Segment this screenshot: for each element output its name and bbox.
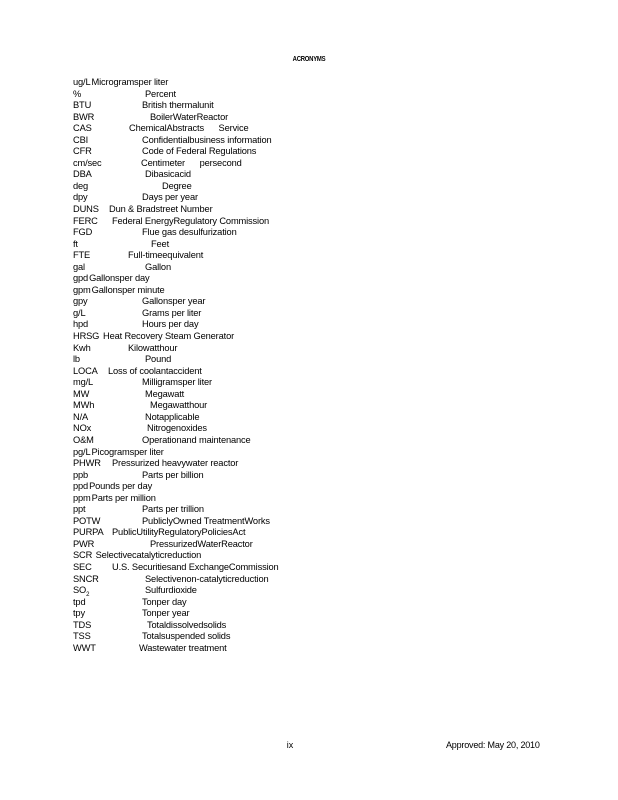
acronym-abbr: pg/L bbox=[73, 446, 91, 457]
acronym-row bbox=[73, 458, 493, 470]
acronym-abbr: ppb bbox=[73, 469, 89, 480]
acronym-abbr: mg/L bbox=[73, 377, 94, 388]
acronym-abbr: ppm bbox=[73, 492, 91, 503]
acronym-row bbox=[73, 435, 493, 447]
acronym-definition: Confidentialbusiness information bbox=[142, 134, 272, 145]
acronym-abbr bbox=[73, 585, 89, 597]
acronym-definition: Notapplicable bbox=[145, 411, 200, 422]
acronym-abbr: CAS bbox=[73, 123, 92, 134]
acronym-row bbox=[73, 550, 493, 562]
acronym-row bbox=[73, 643, 493, 655]
acronym-abbr: LOCA bbox=[73, 365, 98, 376]
acronym-definition: Totaldissolvedsolids bbox=[147, 619, 227, 630]
acronym-row bbox=[73, 273, 493, 285]
acronym-row bbox=[73, 158, 493, 170]
acronym-definition: Nitrogenoxides bbox=[147, 423, 207, 434]
acronym-definition: Megawatthour bbox=[150, 400, 208, 411]
acronym-row bbox=[73, 285, 493, 297]
acronym-row bbox=[73, 620, 493, 632]
acronym-definition: Gallonsper minute bbox=[91, 284, 165, 295]
acronym-row bbox=[73, 250, 493, 262]
acronym-row bbox=[73, 516, 493, 528]
acronym-definition: Megawatt bbox=[145, 388, 185, 399]
acronym-abbr: POTW bbox=[73, 515, 101, 526]
acronym-abbr: WWT bbox=[73, 642, 96, 653]
acronym-abbr: HRSG bbox=[73, 331, 100, 342]
acronym-abbr: ppt bbox=[73, 504, 86, 515]
acronym-abbr: tpy bbox=[73, 608, 85, 619]
acronym-definition: Days per year bbox=[142, 192, 198, 203]
acronym-abbr: BWR bbox=[73, 111, 95, 122]
acronym-row bbox=[73, 527, 493, 539]
acronym-definition: Sulfurdioxide bbox=[145, 585, 197, 596]
acronym-row bbox=[73, 493, 493, 505]
acronym-row bbox=[73, 204, 493, 216]
acronym-definition: Gallon bbox=[145, 261, 171, 272]
acronym-definition: Picogramsper liter bbox=[91, 446, 164, 457]
acronym-row bbox=[73, 400, 493, 412]
acronym-abbr: CBI bbox=[73, 134, 89, 145]
acronym-definition: Full-timeequivalent bbox=[128, 250, 204, 261]
acronym-abbr: dpy bbox=[73, 192, 88, 203]
acronym-row bbox=[73, 100, 493, 112]
acronym-definition: Parts per million bbox=[91, 492, 156, 503]
acronym-definition: PublicUtilityRegulatoryPoliciesAct bbox=[112, 527, 246, 538]
acronym-row bbox=[73, 123, 493, 135]
acronym-definition: Centimeter persecond bbox=[141, 157, 242, 168]
acronym-row bbox=[73, 608, 493, 620]
acronym-abbr: % bbox=[73, 88, 82, 99]
acronym-row bbox=[73, 135, 493, 147]
acronym-definition: Kilowatthour bbox=[128, 342, 178, 353]
acronym-row bbox=[73, 447, 493, 459]
acronym-abbr: MWh bbox=[73, 400, 95, 411]
acronym-abbr: gpd bbox=[73, 273, 89, 284]
acronym-abbr: ug/L bbox=[73, 77, 91, 87]
acronym-row bbox=[73, 239, 493, 251]
acronym-row bbox=[73, 216, 493, 228]
acronym-definition: Federal EnergyRegulatory Commission bbox=[112, 215, 269, 226]
acronym-row bbox=[73, 262, 493, 274]
acronym-abbr: gpm bbox=[73, 284, 91, 295]
acronym-abbr: FTE bbox=[73, 250, 91, 261]
acronym-abbr: NOx bbox=[73, 423, 92, 434]
acronym-definition: Loss of coolantaccident bbox=[108, 365, 202, 376]
acronym-row bbox=[73, 366, 493, 378]
acronym-abbr: gpy bbox=[73, 296, 88, 307]
acronym-abbr: DUNS bbox=[73, 204, 99, 215]
acronym-abbr: MW bbox=[73, 388, 90, 399]
acronym-definition: Gallonsper year bbox=[142, 296, 206, 307]
acronym-row bbox=[73, 539, 493, 551]
acronym-abbr: SCR bbox=[73, 550, 93, 561]
acronym-definition: Totalsuspended solids bbox=[142, 631, 231, 642]
acronym-definition: PressurizedWaterReactor bbox=[150, 538, 253, 549]
acronym-abbr: lb bbox=[73, 354, 80, 365]
acronym-definition: Tonper year bbox=[142, 608, 190, 619]
acronym-abbr: N/A bbox=[73, 411, 89, 422]
acronym-definition: Operationand maintenance bbox=[142, 434, 251, 445]
acronym-abbr-subscript: 2 bbox=[86, 591, 90, 598]
acronym-abbr: CFR bbox=[73, 146, 92, 157]
acronym-row bbox=[73, 504, 493, 516]
acronym-definition: Pounds per day bbox=[89, 481, 153, 492]
acronym-definition: Parts per billion bbox=[142, 469, 204, 480]
acronym-row bbox=[73, 412, 493, 424]
acronym-abbr: PWR bbox=[73, 538, 95, 549]
acronym-definition: Percent bbox=[145, 88, 176, 99]
acronym-row bbox=[73, 631, 493, 643]
acronym-abbr: FGD bbox=[73, 227, 93, 238]
acronym-row bbox=[73, 192, 493, 204]
page-heading: ACRONYMS bbox=[292, 56, 326, 63]
acronym-definition: Parts per trillion bbox=[142, 504, 204, 515]
acronym-row bbox=[73, 377, 493, 389]
acronym-abbr: O&M bbox=[73, 434, 94, 445]
acronym-definition: Pound bbox=[145, 354, 172, 365]
acronym-definition: ChemicalAbstracts Service bbox=[129, 123, 249, 134]
acronym-row bbox=[73, 89, 493, 101]
acronym-definition: Degree bbox=[162, 180, 192, 191]
acronym-abbr: Kwh bbox=[73, 342, 91, 353]
acronym-row bbox=[73, 562, 493, 574]
acronym-definition: Selectivenon-catalyticreduction bbox=[145, 573, 269, 584]
acronym-row bbox=[73, 343, 493, 355]
approval-date: Approved: May 20, 2010 bbox=[446, 740, 540, 750]
acronym-definition: Code of Federal Regulations bbox=[142, 146, 257, 157]
acronym-row bbox=[73, 181, 493, 193]
acronym-row bbox=[73, 574, 493, 586]
acronym-abbr: BTU bbox=[73, 100, 92, 111]
acronym-row bbox=[73, 169, 493, 181]
acronym-definition: Gallonsper day bbox=[89, 273, 150, 284]
acronym-row bbox=[73, 296, 493, 308]
acronym-definition: Pressurized heavywater reactor bbox=[112, 458, 239, 469]
acronym-abbr: SNCR bbox=[73, 573, 99, 584]
acronym-definition: Dibasicacid bbox=[145, 169, 191, 180]
acronym-row bbox=[73, 112, 493, 124]
acronym-abbr: ft bbox=[73, 238, 78, 249]
acronym-definition: Wastewater treatment bbox=[139, 642, 227, 653]
acronym-definition: PubliclyOwned TreatmentWorks bbox=[142, 515, 270, 526]
acronym-definition: Dun & Bradstreet Number bbox=[109, 204, 213, 215]
acronym-definition: BoilerWaterReactor bbox=[150, 111, 229, 122]
acronym-abbr: DBA bbox=[73, 169, 92, 180]
acronym-definition: British thermalunit bbox=[142, 100, 214, 111]
acronym-abbr: ppd bbox=[73, 481, 89, 492]
acronym-row bbox=[73, 308, 493, 320]
acronym-row bbox=[73, 146, 493, 158]
acronym-abbr: FERC bbox=[73, 215, 98, 226]
acronym-row bbox=[73, 470, 493, 482]
acronym-abbr: TSS bbox=[73, 631, 91, 642]
acronym-abbr-base: SO bbox=[73, 585, 87, 596]
acronym-abbr: TDS bbox=[73, 619, 92, 630]
acronym-row bbox=[73, 597, 493, 609]
acronym-definition: Microgramsper liter bbox=[91, 77, 169, 87]
acronym-definition: Selectivecatalyticreduction bbox=[95, 550, 202, 561]
acronym-definition: Heat Recovery Steam Generator bbox=[103, 331, 235, 342]
acronym-row bbox=[73, 319, 493, 331]
acronym-row bbox=[73, 227, 493, 239]
acronym-definition: Milligramsper liter bbox=[142, 377, 212, 388]
acronym-definition: U.S. Securitiesand ExchangeCommission bbox=[112, 561, 279, 572]
acronym-row bbox=[73, 77, 493, 89]
acronym-abbr: SEC bbox=[73, 561, 92, 572]
acronym-definition: Tonper day bbox=[142, 596, 187, 607]
acronym-definition: Grams per liter bbox=[142, 307, 202, 318]
acronym-abbr: gal bbox=[73, 261, 85, 272]
acronym-row bbox=[73, 331, 493, 343]
acronym-definition: Hours per day bbox=[142, 319, 199, 330]
acronym-abbr: tpd bbox=[73, 596, 86, 607]
acronym-abbr: cm/sec bbox=[73, 157, 102, 168]
acronym-abbr: hpd bbox=[73, 319, 89, 330]
acronym-definition: Feet bbox=[151, 238, 170, 249]
acronym-row bbox=[73, 481, 493, 493]
acronym-row bbox=[73, 423, 493, 435]
acronym-list bbox=[73, 77, 493, 654]
acronym-definition: Flue gas desulfurization bbox=[142, 227, 237, 238]
acronym-row bbox=[73, 585, 493, 597]
acronym-abbr: deg bbox=[73, 180, 89, 191]
acronym-abbr: PHWR bbox=[73, 458, 101, 469]
acronym-abbr: PURPA bbox=[73, 527, 104, 538]
acronym-abbr: g/L bbox=[73, 307, 86, 318]
page-number: ix bbox=[286, 740, 294, 750]
acronym-row bbox=[73, 354, 493, 366]
acronym-row bbox=[73, 389, 493, 401]
